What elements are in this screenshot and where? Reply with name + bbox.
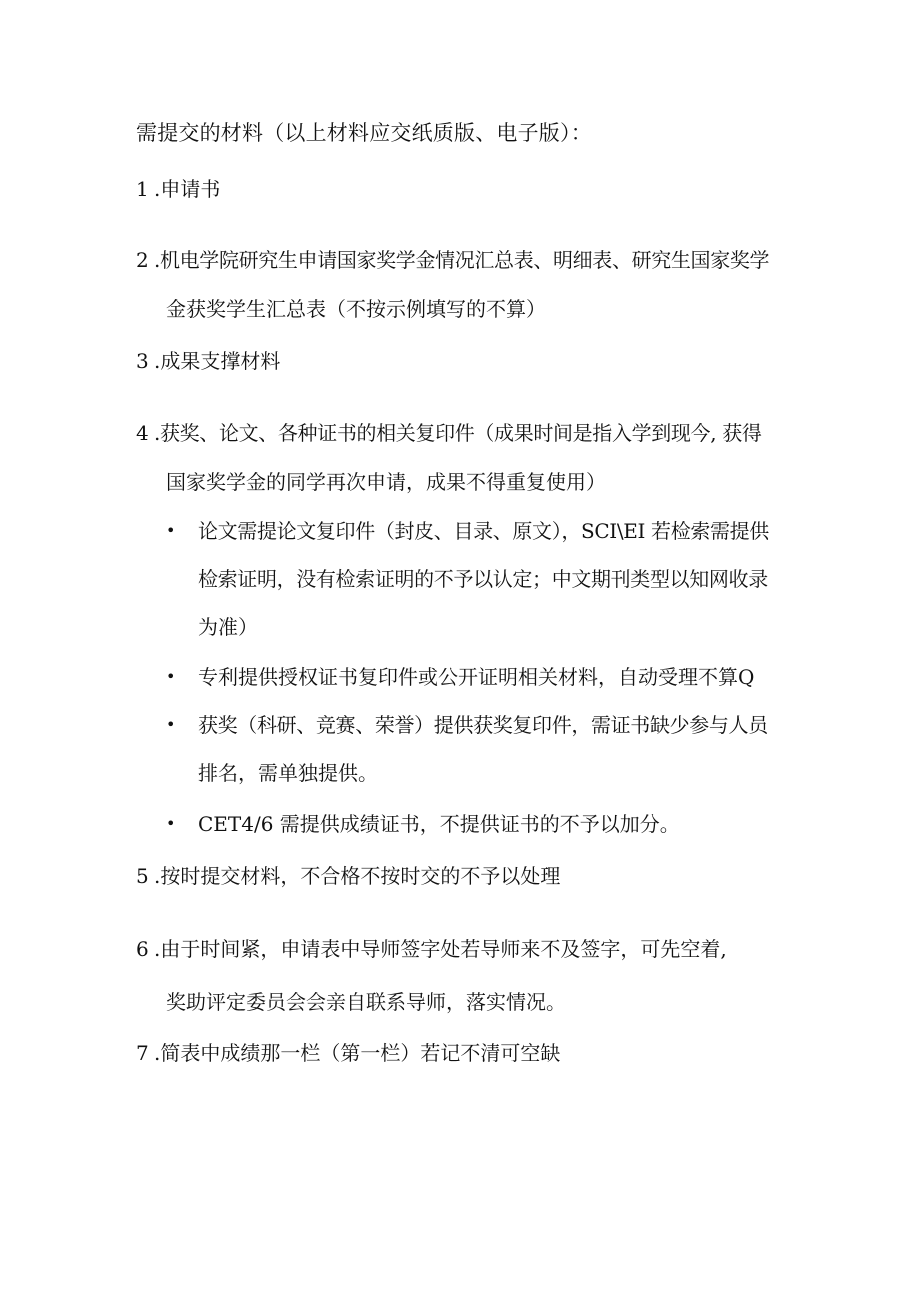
item-text: .申请书 bbox=[154, 177, 221, 201]
bullet-icon: • bbox=[166, 715, 176, 734]
item-number: 4 bbox=[136, 421, 149, 445]
bullet-icon: • bbox=[166, 814, 176, 833]
bullet-text: CET4/6 需提供成绩证书，不提供证书的不予以加分。 bbox=[198, 812, 680, 836]
document-heading: 需提交的材料（以上材料应交纸质版、电子版）： bbox=[136, 121, 592, 145]
item-text-continued: 金获奖学生汇总表（不按示例填写的不算） bbox=[166, 297, 546, 321]
item-text: .按时提交材料，不合格不按时交的不予以处理 bbox=[154, 864, 561, 888]
bullet-icon: • bbox=[166, 521, 176, 540]
item-number: 2 bbox=[136, 248, 149, 272]
item-number: 1 bbox=[136, 177, 149, 201]
item-number: 6 bbox=[136, 937, 149, 961]
item-text: .获奖、论文、各种证书的相关复印件（成果时间是指入学到现今, 获得 bbox=[154, 421, 762, 445]
bullet-text: 获奖（科研、竞赛、荣誉）提供获奖复印件，需证书缺少参与人员 bbox=[198, 713, 768, 737]
bullet-text-continued: 检索证明，没有检索证明的不予以认定；中文期刊类型以知网收录 bbox=[198, 567, 768, 591]
bullet-text-continued: 为准） bbox=[198, 615, 258, 639]
item-text: .成果支撑材料 bbox=[154, 349, 281, 373]
item-text-continued: 国家奖学金的同学再次申请，成果不得重复使用） bbox=[166, 470, 606, 494]
item-number: 5 bbox=[136, 864, 149, 888]
item-text: .由于时间紧，申请表中导师签字处若导师来不及签字，可先空着, bbox=[154, 937, 727, 961]
item-number: 7 bbox=[136, 1041, 149, 1065]
bullet-text: 论文需提论文复印件（封皮、目录、原文），SCI\EI 若检索需提供 bbox=[198, 519, 769, 543]
bullet-text: 专利提供授权证书复印件或公开证明相关材料，自动受理不算Q bbox=[198, 665, 755, 689]
item-text: .机电学院研究生申请国家奖学金情况汇总表、明细表、研究生国家奖学 bbox=[154, 248, 770, 272]
item-number: 3 bbox=[136, 349, 149, 373]
bullet-text-continued: 排名，需单独提供。 bbox=[198, 761, 378, 785]
item-text: .简表中成绩那一栏（第一栏）若记不清可空缺 bbox=[154, 1041, 561, 1065]
bullet-icon: • bbox=[166, 667, 176, 686]
item-text-continued: 奖助评定委员会会亲自联系导师，落实情况。 bbox=[166, 990, 566, 1014]
